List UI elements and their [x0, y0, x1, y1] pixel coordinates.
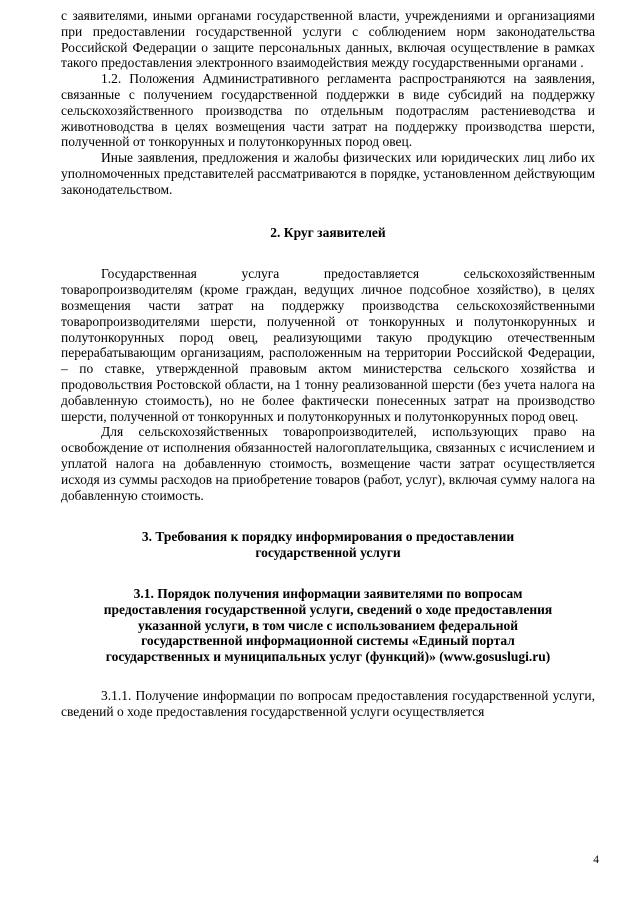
paragraph-intro-continued: с заявителями, иными органами государственной власти, учреждениями и организациями при предоставлении государственной услуги с соблюдением норм законодательства Российской Федерации о защите персональных данных, включая осуществление в рамках такого предоставления электронного взаимодействия между государственными органами .	[61, 8, 595, 71]
subsection-3-1-heading-line-2: предоставления государственной услуги, сведений о ходе предоставления	[103, 601, 553, 617]
paragraph-vat-exemption: Для сельскохозяйственных товаропроизводителей, использующих право на освобождение от исполнения обязанностей налогоплательщика, связанных с исчислением и уплатой налога на добавленную стоимость, возмещение части затрат осуществляется исходя из суммы расходов на приобретение товаров (работ, услуг), включая сумму налога на добавленную стоимость.	[61, 424, 595, 503]
page-content	[61, 8, 595, 719]
section-3-heading	[61, 529, 595, 561]
section-3-heading-line-2: государственной услуги	[255, 545, 401, 561]
subsection-3-1-heading	[61, 586, 595, 665]
subsection-3-1-heading-line-3: указанной услуги, в том числе с использованием федеральной	[137, 617, 519, 633]
paragraph-other-applications: Иные заявления, предложения и жалобы физических или юридических лиц либо их уполномоченных представителей рассматриваются в порядке, установленном действующим законодательством.	[61, 150, 595, 197]
subsection-3-1-heading-line-4: государственной информационной системы «Единый портал	[141, 633, 515, 649]
page-number: 4	[593, 854, 599, 866]
paragraph-state-service: Государственная услуга предоставляется сельскохозяйственным товаропроизводителям (кроме граждан, ведущих личное подсобное хозяйство), в целях возмещения части затрат на поддержку производства сельскохозяйственными товаропроизводителями шерсти, полученной от тонкорунных и полутонкорунных и полутонкорунных пород овец, реализующими такую продукцию отечественным перерабатывающим организациям, расположенным на территории Российской Федерации, – по ставке, утвержденной правовым актом министерства сельского хозяйства и продовольствия Ростовской области, на 1 тонну реализованной шерсти (без учета налога на добавленную стоимость), но не более фактически понесенных затрат на производство шерсти, полученной от тонкорунных и полутонкорунных и полутонкорунных пород овец.	[61, 266, 595, 424]
section-2-heading: 2. Круг заявителей	[270, 224, 386, 240]
subsection-3-1-heading-line-1: 3.1. Порядок получения информации заявителями по вопросам	[133, 585, 523, 601]
section-3-heading-line-1: 3. Требования к порядку информирования о предоставлении	[141, 529, 515, 545]
subsection-3-1-heading-line-5: государственных и муниципальных услуг (функций)» (www.gosuslugi.ru)	[105, 649, 551, 665]
paragraph-1-2: 1.2. Положения Административного регламента распространяются на заявления, связанные с получением государственной поддержки в виде субсидий на поддержку сельскохозяйственного производства по отдельным подотраслям растениеводства и животноводства в целях возмещения части затрат на поддержку производства шерсти, полученной от тонкорунных и полутонкорунных пород овец.	[61, 71, 595, 150]
paragraph-3-1-1: 3.1.1. Получение информации по вопросам предоставления государственной услуги, сведений о ходе предоставления государственной услуги осуществляется	[61, 687, 595, 719]
